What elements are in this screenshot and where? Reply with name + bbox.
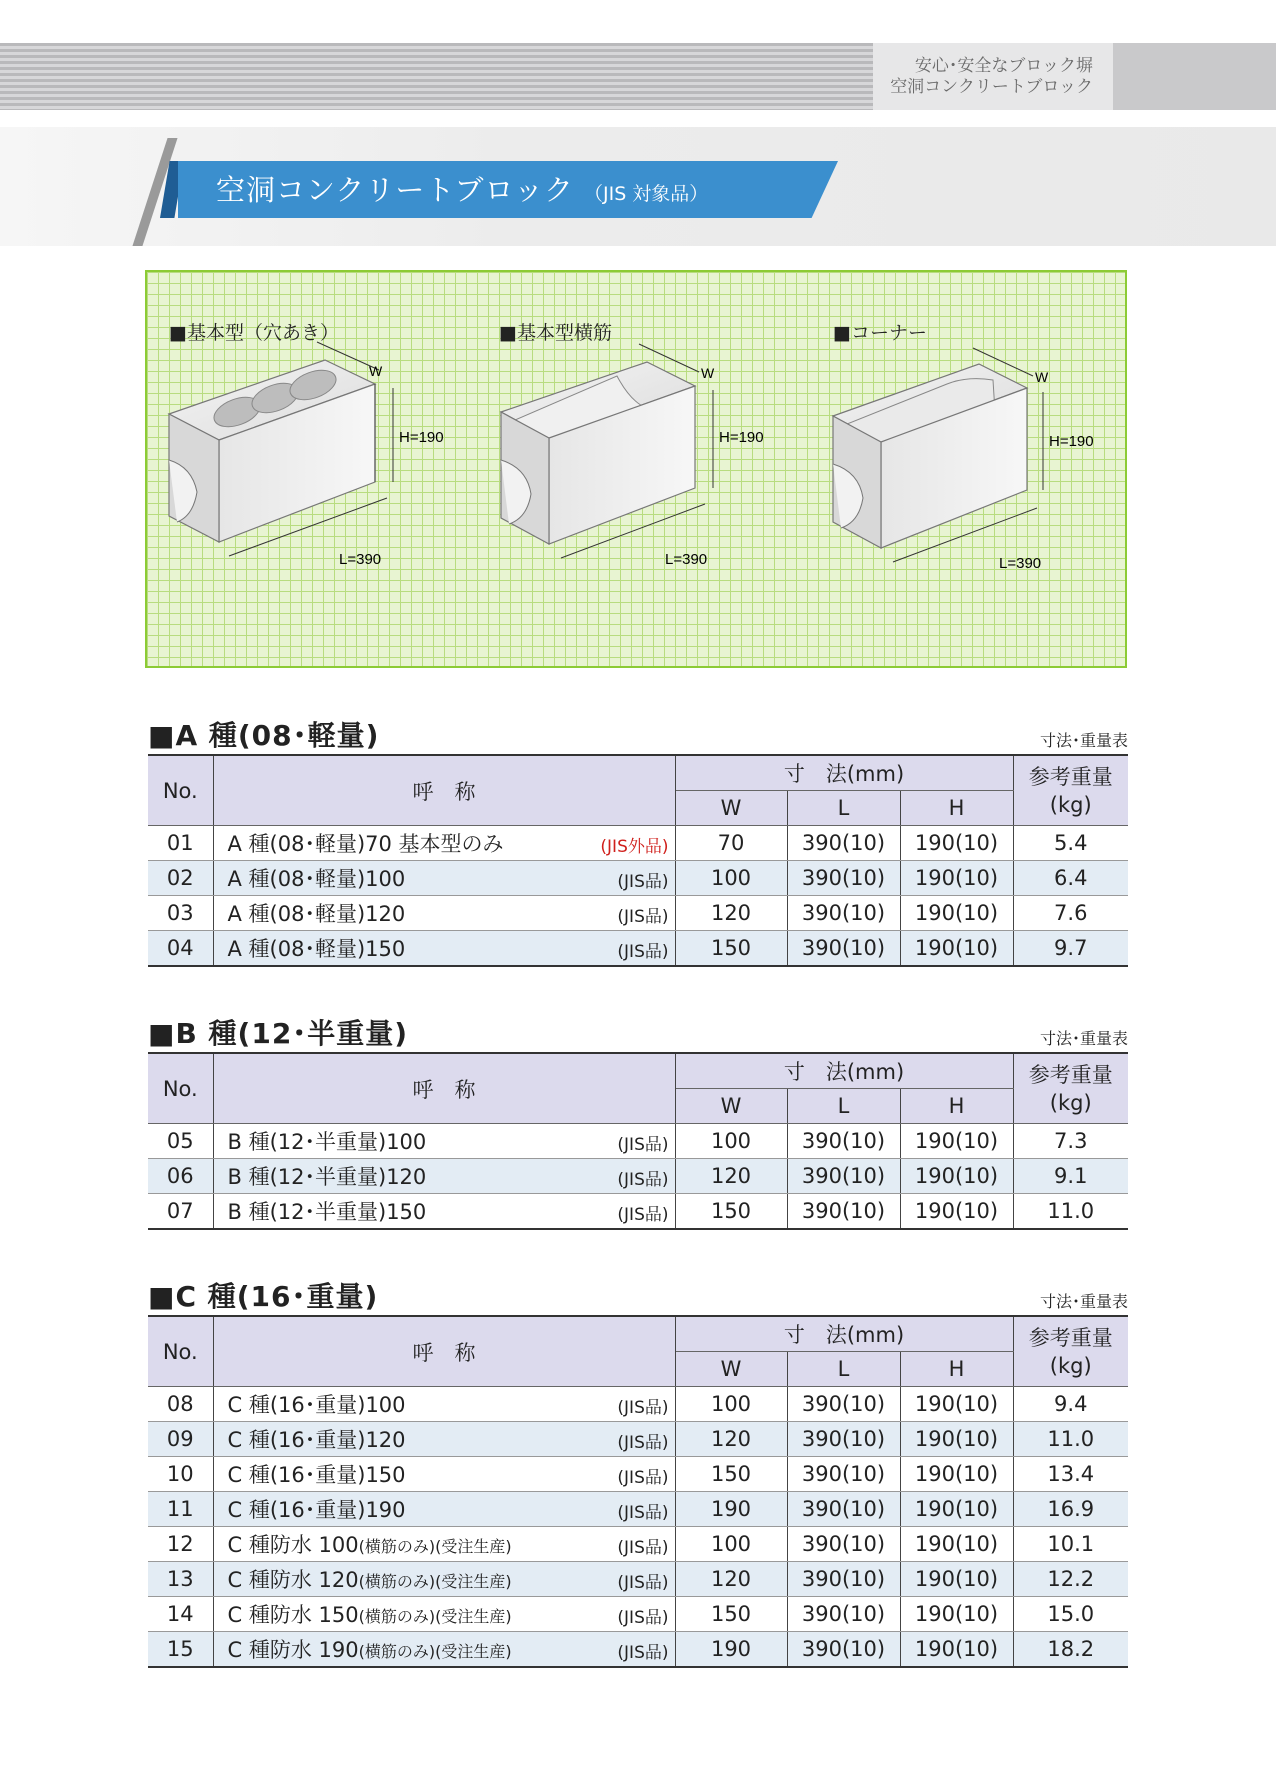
th-no: No. bbox=[148, 755, 213, 826]
row-no: 03 bbox=[148, 896, 213, 931]
page-title bbox=[216, 168, 708, 209]
row-jis: (JIS品) bbox=[617, 872, 669, 892]
row-h: 190(10) bbox=[900, 1597, 1013, 1632]
row-kg: 11.0 bbox=[1013, 1194, 1128, 1230]
block-horizontal-drawing bbox=[501, 344, 764, 568]
row-h: 190(10) bbox=[900, 931, 1013, 967]
row-w: 150 bbox=[675, 1597, 787, 1632]
row-l: 390(10) bbox=[787, 1194, 900, 1230]
row-jis: (JIS品) bbox=[617, 1573, 669, 1593]
row-name bbox=[213, 931, 675, 967]
row-no: 08 bbox=[148, 1387, 213, 1422]
table-c bbox=[148, 1315, 1128, 1668]
block-basic-drawing bbox=[169, 342, 444, 568]
th-weight bbox=[1013, 1316, 1128, 1387]
row-no: 12 bbox=[148, 1527, 213, 1562]
row-name bbox=[213, 1632, 675, 1668]
th-weight-unit: (kg) bbox=[1049, 1090, 1092, 1115]
row-no: 14 bbox=[148, 1597, 213, 1632]
th-weight bbox=[1013, 1053, 1128, 1124]
row-name-text: B 種(12･半重量)120 bbox=[227, 1165, 427, 1189]
row-name-text: C 種(16･重量)150 bbox=[227, 1463, 406, 1487]
table-row bbox=[148, 1562, 1128, 1597]
section-b-title: ■B 種(12･半重量) bbox=[148, 1017, 409, 1050]
row-jis: (JIS品) bbox=[617, 1608, 669, 1628]
row-l: 390(10) bbox=[787, 1159, 900, 1194]
row-h: 190(10) bbox=[900, 1194, 1013, 1230]
horizontal-h-label: H=190 bbox=[719, 429, 764, 446]
th-dim: 寸 法(mm) bbox=[675, 1053, 1013, 1089]
row-w: 100 bbox=[675, 1124, 787, 1159]
th-h: H bbox=[900, 1089, 1013, 1124]
row-w: 120 bbox=[675, 1562, 787, 1597]
th-l: L bbox=[787, 791, 900, 826]
row-w: 100 bbox=[675, 1387, 787, 1422]
row-name-text: B 種(12･半重量)100 bbox=[227, 1130, 427, 1154]
th-dim: 寸 法(mm) bbox=[675, 755, 1013, 791]
row-w: 120 bbox=[675, 1159, 787, 1194]
row-name-text: C 種(16･重量)100 bbox=[227, 1393, 406, 1417]
th-weight bbox=[1013, 755, 1128, 826]
row-l: 390(10) bbox=[787, 1387, 900, 1422]
row-name bbox=[213, 861, 675, 896]
row-jis: (JIS品) bbox=[617, 1503, 669, 1523]
section-a-title: ■A 種(08･軽量) bbox=[148, 719, 380, 752]
row-jis: (JIS品) bbox=[617, 1468, 669, 1488]
section-a-note: 寸法･重量表 bbox=[1039, 731, 1128, 750]
table-row bbox=[148, 1632, 1128, 1668]
th-weight-label: 参考重量 bbox=[1028, 1325, 1113, 1350]
row-kg: 11.0 bbox=[1013, 1422, 1128, 1457]
row-h: 190(10) bbox=[900, 861, 1013, 896]
row-name bbox=[213, 1562, 675, 1597]
row-kg: 9.7 bbox=[1013, 931, 1128, 967]
row-l: 390(10) bbox=[787, 1124, 900, 1159]
row-h: 190(10) bbox=[900, 1632, 1013, 1668]
table-a bbox=[148, 754, 1128, 967]
row-no: 13 bbox=[148, 1562, 213, 1597]
row-h: 190(10) bbox=[900, 1527, 1013, 1562]
row-l: 390(10) bbox=[787, 1597, 900, 1632]
row-l: 390(10) bbox=[787, 826, 900, 861]
row-name bbox=[213, 1159, 675, 1194]
header-category-line1: 安心･安全なブロック塀 bbox=[914, 55, 1093, 76]
row-kg: 12.2 bbox=[1013, 1562, 1128, 1597]
row-jis: (JIS品) bbox=[617, 907, 669, 927]
table-row bbox=[148, 1527, 1128, 1562]
row-name-text: C 種防水 150 bbox=[227, 1603, 359, 1627]
row-name bbox=[213, 1124, 675, 1159]
section-c-note: 寸法･重量表 bbox=[1039, 1292, 1128, 1311]
header-category-box bbox=[873, 43, 1113, 110]
row-jis: (JIS品) bbox=[617, 1170, 669, 1190]
row-no: 15 bbox=[148, 1632, 213, 1668]
basic-h-label: H=190 bbox=[399, 429, 444, 446]
row-l: 390(10) bbox=[787, 1527, 900, 1562]
table-row bbox=[148, 1159, 1128, 1194]
table-row bbox=[148, 931, 1128, 967]
table-row bbox=[148, 861, 1128, 896]
row-name bbox=[213, 1387, 675, 1422]
table-b bbox=[148, 1052, 1128, 1230]
row-h: 190(10) bbox=[900, 1387, 1013, 1422]
row-kg: 5.4 bbox=[1013, 826, 1128, 861]
header-end-block bbox=[1113, 43, 1276, 110]
row-name-sub: (横筋のみ)(受注生産) bbox=[358, 1642, 512, 1661]
page-title-sub: （JIS 対象品） bbox=[583, 183, 709, 205]
row-l: 390(10) bbox=[787, 896, 900, 931]
row-name-sub: (横筋のみ)(受注生産) bbox=[358, 1607, 512, 1626]
th-w: W bbox=[675, 1352, 787, 1387]
block-diagram-panel bbox=[145, 270, 1127, 668]
row-name-text: C 種(16･重量)120 bbox=[227, 1428, 406, 1452]
th-weight-unit: (kg) bbox=[1049, 1353, 1092, 1378]
th-name: 呼 称 bbox=[213, 1316, 675, 1387]
row-name bbox=[213, 1457, 675, 1492]
th-name: 呼 称 bbox=[213, 755, 675, 826]
row-jis: (JIS品) bbox=[617, 1433, 669, 1453]
row-w: 70 bbox=[675, 826, 787, 861]
row-h: 190(10) bbox=[900, 1159, 1013, 1194]
horizontal-l-label: L=390 bbox=[665, 551, 708, 568]
row-no: 02 bbox=[148, 861, 213, 896]
corner-l-label: L=390 bbox=[999, 555, 1042, 572]
th-dim: 寸 法(mm) bbox=[675, 1316, 1013, 1352]
corner-h-label: H=190 bbox=[1049, 433, 1094, 450]
block-diagrams-svg bbox=[147, 272, 1125, 666]
row-no: 05 bbox=[148, 1124, 213, 1159]
row-jis: (JIS品) bbox=[617, 1538, 669, 1558]
th-w: W bbox=[675, 1089, 787, 1124]
row-jis: (JIS品) bbox=[617, 1205, 669, 1225]
row-l: 390(10) bbox=[787, 1492, 900, 1527]
table-row bbox=[148, 1457, 1128, 1492]
th-h: H bbox=[900, 791, 1013, 826]
row-name bbox=[213, 1492, 675, 1527]
row-jis: (JIS品) bbox=[617, 942, 669, 962]
th-h: H bbox=[900, 1352, 1013, 1387]
row-name-text: C 種防水 120 bbox=[227, 1568, 359, 1592]
basic-l-label: L=390 bbox=[339, 551, 382, 568]
row-kg: 9.1 bbox=[1013, 1159, 1128, 1194]
row-no: 07 bbox=[148, 1194, 213, 1230]
row-h: 190(10) bbox=[900, 1124, 1013, 1159]
row-w: 120 bbox=[675, 1422, 787, 1457]
row-no: 01 bbox=[148, 826, 213, 861]
row-h: 190(10) bbox=[900, 896, 1013, 931]
row-jis: (JIS品) bbox=[617, 1643, 669, 1663]
row-kg: 16.9 bbox=[1013, 1492, 1128, 1527]
row-h: 190(10) bbox=[900, 1562, 1013, 1597]
section-c-title: ■C 種(16･重量) bbox=[148, 1280, 379, 1313]
row-l: 390(10) bbox=[787, 861, 900, 896]
th-weight-label: 参考重量 bbox=[1028, 1062, 1113, 1087]
row-h: 190(10) bbox=[900, 826, 1013, 861]
corner-w-label: W bbox=[1035, 369, 1049, 385]
th-no: No. bbox=[148, 1053, 213, 1124]
row-jis-outside: (JIS外品) bbox=[600, 837, 669, 857]
row-name-text: C 種防水 100 bbox=[227, 1533, 359, 1557]
diagram-label-horizontal: ■基本型横筋 bbox=[499, 322, 612, 344]
row-l: 390(10) bbox=[787, 1457, 900, 1492]
row-w: 150 bbox=[675, 1457, 787, 1492]
row-name-sub: (横筋のみ)(受注生産) bbox=[358, 1537, 512, 1556]
row-jis: (JIS品) bbox=[617, 1135, 669, 1155]
row-no: 10 bbox=[148, 1457, 213, 1492]
row-l: 390(10) bbox=[787, 1562, 900, 1597]
row-w: 190 bbox=[675, 1632, 787, 1668]
row-name-text: A 種(08･軽量)150 bbox=[227, 937, 406, 961]
diagram-label-basic: ■基本型（穴あき） bbox=[169, 322, 339, 344]
row-w: 150 bbox=[675, 1194, 787, 1230]
table-row bbox=[148, 1492, 1128, 1527]
row-w: 100 bbox=[675, 861, 787, 896]
row-name-text: C 種防水 190 bbox=[227, 1638, 359, 1662]
row-w: 100 bbox=[675, 1527, 787, 1562]
th-l: L bbox=[787, 1089, 900, 1124]
row-l: 390(10) bbox=[787, 1632, 900, 1668]
horizontal-w-label: W bbox=[701, 365, 715, 381]
row-name-text: A 種(08･軽量)120 bbox=[227, 902, 406, 926]
row-name-text: B 種(12･半重量)150 bbox=[227, 1200, 427, 1224]
row-kg: 9.4 bbox=[1013, 1387, 1128, 1422]
th-name: 呼 称 bbox=[213, 1053, 675, 1124]
row-kg: 15.0 bbox=[1013, 1597, 1128, 1632]
row-h: 190(10) bbox=[900, 1457, 1013, 1492]
table-row bbox=[148, 1597, 1128, 1632]
row-name bbox=[213, 826, 675, 861]
header-category-line2: 空洞コンクリートブロック bbox=[890, 76, 1093, 97]
section-b-note: 寸法･重量表 bbox=[1039, 1029, 1128, 1048]
row-name-sub: (横筋のみ)(受注生産) bbox=[358, 1572, 512, 1591]
row-w: 120 bbox=[675, 896, 787, 931]
basic-w-label: W bbox=[369, 363, 383, 379]
table-row bbox=[148, 1194, 1128, 1230]
diagram-label-corner: ■コーナー bbox=[833, 322, 927, 344]
row-no: 09 bbox=[148, 1422, 213, 1457]
row-kg: 7.3 bbox=[1013, 1124, 1128, 1159]
row-h: 190(10) bbox=[900, 1422, 1013, 1457]
row-kg: 6.4 bbox=[1013, 861, 1128, 896]
row-l: 390(10) bbox=[787, 931, 900, 967]
table-row bbox=[148, 826, 1128, 861]
row-no: 11 bbox=[148, 1492, 213, 1527]
row-h: 190(10) bbox=[900, 1492, 1013, 1527]
row-name bbox=[213, 1194, 675, 1230]
row-name bbox=[213, 896, 675, 931]
table-row bbox=[148, 1124, 1128, 1159]
row-w: 190 bbox=[675, 1492, 787, 1527]
row-jis: (JIS品) bbox=[617, 1398, 669, 1418]
th-no: No. bbox=[148, 1316, 213, 1387]
row-kg: 13.4 bbox=[1013, 1457, 1128, 1492]
row-name bbox=[213, 1422, 675, 1457]
table-row bbox=[148, 896, 1128, 931]
th-weight-unit: (kg) bbox=[1049, 792, 1092, 817]
th-w: W bbox=[675, 791, 787, 826]
row-name-text: A 種(08･軽量)100 bbox=[227, 867, 406, 891]
row-name-text: C 種(16･重量)190 bbox=[227, 1498, 406, 1522]
row-l: 390(10) bbox=[787, 1422, 900, 1457]
row-no: 04 bbox=[148, 931, 213, 967]
row-name bbox=[213, 1527, 675, 1562]
table-row bbox=[148, 1422, 1128, 1457]
th-l: L bbox=[787, 1352, 900, 1387]
row-name-text: A 種(08･軽量)70 基本型のみ bbox=[227, 832, 504, 856]
row-name bbox=[213, 1597, 675, 1632]
row-kg: 7.6 bbox=[1013, 896, 1128, 931]
row-kg: 10.1 bbox=[1013, 1527, 1128, 1562]
row-w: 150 bbox=[675, 931, 787, 967]
table-row bbox=[148, 1387, 1128, 1422]
th-weight-label: 参考重量 bbox=[1028, 764, 1113, 789]
block-corner-drawing bbox=[833, 348, 1094, 572]
page-title-main: 空洞コンクリートブロック bbox=[216, 173, 574, 207]
row-kg: 18.2 bbox=[1013, 1632, 1128, 1668]
row-no: 06 bbox=[148, 1159, 213, 1194]
